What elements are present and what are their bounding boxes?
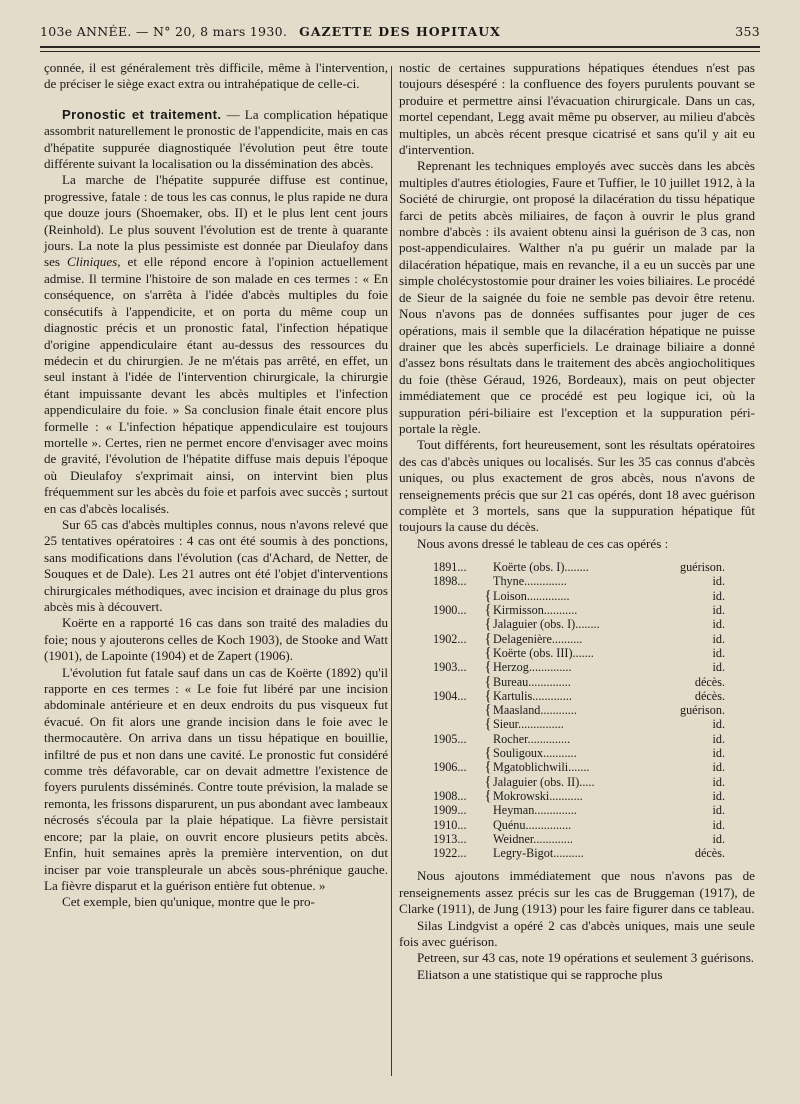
table-cell-result: id. [712, 760, 725, 775]
table-row [433, 646, 725, 660]
table-row [433, 560, 725, 574]
table-row [433, 703, 725, 717]
table-cell-result: décès. [694, 846, 725, 861]
table-cell-name: Herzog.............. [493, 660, 572, 675]
table-cell-brace: { [484, 630, 492, 647]
table-cell-name: Heyman.............. [493, 803, 577, 818]
paragraph: Petreen, sur 43 cas, note 19 opérations et seulement 3 guérisons. [417, 950, 755, 966]
paragraph: Koërte en a rapporté 16 cas dans son traité des maladies du foie; nous y ajouterons celles de Koch 1903), de Stooke and Watt (1901), de Lapointe (1904) et de Zapert (1906). [44, 615, 388, 664]
paragraph-text: — La complication hépatique assombrit naturellement le pronostic de l'appendicite, mais en cas d'hépatite suppurée diagnostiquée l'évolution peut être toute différente suivant la localisation ou la dissémination des abcès. [44, 106, 388, 172]
table-cell-result: id. [712, 645, 725, 660]
table-cell-result: id. [712, 774, 725, 789]
paragraph: L'évolution fut fatale sauf dans un cas de Koërte (1892) qu'il rapporte en ces termes : « Le foie fut libéré par une incision abdominale antérieure et en deux endroits du pus visqueux fut évacué. On fit alors une grande incision dans le foie avec le thermocautère. On arriva dans un tissu hépatique en bouillie, infiltré de pus et non dans une cavité. Le pronostic fut considéré comme très défavorable, car on devait admettre l'existence de foyers purulents disséminés. Contre toute prévision, la malade se remonta, les frissons disparurent, un pus abondant avec lambeaux nécrosés s'écoula par la plaie hépatique. La fièvre persistait encore; par la plaie, on ouvrit encore plusieurs petits abcès. Enfin, huit semaines après la première intervention, on dut inciser par voie transpleurale un abcès sous-phrénique gauche. La fièvre disparut et la guérison entière fut obtenue. » [44, 664, 388, 893]
left-column [44, 60, 388, 911]
table-row [433, 732, 725, 746]
table-cell-name: Koërte (obs. I)........ [493, 560, 589, 575]
table-row [433, 589, 725, 603]
table-cell-brace: { [484, 602, 492, 619]
table-cell-year [433, 703, 483, 717]
table-cell-result: id. [712, 731, 725, 746]
table-cell-brace: { [484, 687, 492, 704]
table-cell-result: guérison. [679, 703, 725, 718]
table-cell-year: 1900... [433, 603, 467, 618]
table-row [433, 832, 725, 846]
table-row [433, 660, 725, 674]
table-cell-year: 1902... [433, 631, 467, 646]
table-cell-brace: { [484, 644, 492, 661]
table-cell-year [433, 617, 483, 631]
table-cell-brace: { [484, 716, 492, 733]
paragraph: Tout différents, fort heureusement, sont les résultats opératoires des cas d'abcès uniques ou localisés. Sur les 35 cas connus d'abcès uniques, ou plus exactement de gros abcès, nous n'avons de renseignements précis que sur 21 cas opérés, dont 18 avec guérison complète et 3 mortels, sans que la suppuration hépatique fût toujours la cause du décès. [399, 437, 755, 535]
table-cell-result: id. [712, 603, 725, 618]
cases-table [433, 560, 725, 860]
table-cell-brace [483, 832, 493, 846]
table-cell-year: 1908... [433, 788, 467, 803]
table-cell-result: id. [712, 574, 725, 589]
table-cell-year: 1898... [433, 574, 467, 589]
table-cell-name: Loison.............. [493, 588, 570, 603]
section-heading: Pronostic et traitement. [62, 106, 222, 122]
table-cell-name: Koërte (obs. III)....... [493, 645, 594, 660]
table-cell-brace [483, 818, 493, 832]
table-cell-brace [483, 846, 493, 860]
paragraph-text: La marche de l'hépatite suppurée diffuse est continue, progressive, fatale : de tous les cas connus, le plus rapide ne dura que douze jours (Shoemaker, obs. II) et le plus lent cent jours (Reinhold). Le plus souvent l'évolution est de trente à quarante jours. La note la plus pessimiste est donnée par Dieulafoy dans ses [44, 172, 388, 270]
table-row [433, 789, 725, 803]
table-cell-result: id. [712, 817, 725, 832]
table-cell-year: 1891... [433, 560, 467, 575]
table-cell-brace [483, 732, 493, 746]
table-row [433, 689, 725, 703]
table-cell-brace: { [484, 702, 492, 719]
table-row [433, 675, 725, 689]
table-row [433, 760, 725, 774]
table-cell-year: 1922... [433, 846, 467, 861]
table-cell-name: Thyne.............. [493, 574, 567, 589]
table-cell-result: id. [712, 803, 725, 818]
table-cell-brace: { [484, 616, 492, 633]
paragraph: Cet exemple, bien qu'unique, montre que le pro- [62, 894, 315, 910]
table-cell-name: Bureau.............. [493, 674, 571, 689]
table-cell-brace: { [484, 759, 492, 776]
table-row [433, 717, 725, 731]
paragraph: Reprenant les techniques employés avec succès dans les abcès multiples d'autres étiologies, Faure et Tuffier, le 10 juillet 1912, à la Société de chirurgie, ont proposé la dilacération du tissu hépatique farci de petits abcès miliaires, de façon à ouvrir le plus grand nombre d'abcès : ils avaient obtenu ainsi la guérison de 3 cas, non post-appendiculaires. Walther n'a pu guérir un malade par la dilacération hépatique, mais en revanche, il a eu un succès par une simple cholécystostomie pour drainer les voies biliaires. Le procédé de Sieur de la saignée du foie ne semble pas devoir être retenu. Nous n'avons pas de données suffisantes pour juger de ces opérations, mais il semble que la dilacération hépatique ne puisse drainer que les abcès superficiels. Le drainage biliaire a donné d'assez bons résultats dans le traitement des abcès angiocholitiques du foie (thèse Géraud, 1926, Bordeaux), mais on peut objecter immédiatement que ce procédé est peu logique ici, où la suppuration péri-biliaire est l'exception et la suppuration péri-portale la règle. [399, 158, 755, 436]
table-cell-year [433, 646, 483, 660]
paragraph-text: , et elle répond encore à l'opinion actuellement admise. Il termine l'histoire de son malade en ces termes : « En conséquence, on s'arrêta à l'idée d'abcès multiples du foie consécutifs à l'appendicite, et on porta du même coup un diagnostic précis et un pronostic fatal, l'infection hépatique d'origine appendiculaire étant au-dessus des ressources du médecin et du chirurgien. Je ne m'étais pas arrêté, en effet, un seul instant à l'idée de l'intervention chirurgicale, la chirurgie étant impuissante devant les abcès multiples et l'infection appendiculaire du foie. » Sa conclusion finale était encore plus formelle : « L'infection hépatique appendiculaire est toujours mortelle ». Certes, rien ne permet encore d'envisager avec moins de gravité, l'évolution de l'hépatite diffuse mais depuis l'époque où Dieulafoy s'exprimait ainsi, on intervint bien plus fréquemment sur les abcès du foie et parfois avec succès ; surtout en cas d'abcès localisés. [44, 254, 388, 516]
table-cell-year: 1910... [433, 817, 467, 832]
table-cell-name: Weidner............. [493, 831, 573, 846]
table-cell-name: Jalaguier (obs. II)..... [493, 774, 595, 789]
table-row [433, 818, 725, 832]
table-row [433, 632, 725, 646]
table-cell-result: id. [712, 788, 725, 803]
paragraph: Sur 65 cas d'abcès multiples connus, nous n'avons relevé que 25 tentatives opératoires : 4 cas ont été soumis à des ponctions, sans modifications dans l'évolution (cas d'Achard, de Netter, de Souques et de Dale). Les 21 autres ont été l'objet d'interventions chirurgicales méthodiques, avec incision et drainage du plus gros abcès mis à découvert. [44, 516, 388, 614]
paragraph: nostic de certaines suppurations hépatiques étendues n'est pas toujours désespéré : la confluence des foyers purulents pouvant se produire et permettre ainsi l'évacuation chirurgicale. Dans un cas, mortel cependant, Legg avait même pu observer, au milieu d'abcès multiples, un abcès récent presque cicatrisé et sans qu'il y ait eu d'intervention. [399, 60, 755, 158]
issue-line: 103e ANNÉE. — N° 20, 8 mars 1930. [40, 24, 288, 39]
table-cell-brace: { [484, 587, 492, 604]
paragraph: Eliatson a une statistique qui se rapproche plus [417, 966, 663, 982]
page-header [40, 20, 760, 46]
table-cell-name: Jalaguier (obs. I)........ [493, 617, 600, 632]
table-cell-brace: { [484, 773, 492, 790]
table-cell-brace: { [484, 673, 492, 690]
table-cell-year: 1909... [433, 803, 467, 818]
table-row [433, 846, 725, 860]
table-cell-name: Souligoux........... [493, 746, 577, 761]
table-cell-result: id. [712, 660, 725, 675]
paragraph [44, 172, 388, 517]
table-cell-result: id. [712, 617, 725, 632]
table-cell-name: Maasland............ [493, 703, 577, 718]
table-cell-year: 1913... [433, 831, 467, 846]
paragraph [44, 107, 388, 173]
table-cell-brace: { [484, 787, 492, 804]
right-column [399, 60, 755, 983]
table-cell-result: guérison. [679, 560, 725, 575]
table-cell-name: Kirmisson........... [493, 603, 578, 618]
table-cell-result: id. [712, 631, 725, 646]
table-cell-year: 1905... [433, 731, 467, 746]
table-cell-name: Sieur............... [493, 717, 564, 732]
table-cell-year: 1904... [433, 688, 467, 703]
table-cell-year [433, 746, 483, 760]
table-cell-year: 1906... [433, 760, 467, 775]
header-rule [40, 46, 760, 48]
table-cell-brace: { [484, 745, 492, 762]
paragraph: çonnée, il est généralement très difficile, même à l'intervention, de préciser le siège exact extra ou intrahépatique de celle-ci. [44, 60, 388, 92]
table-cell-name: Legry-Bigot.......... [493, 846, 584, 861]
table-cell-name: Mokrowski........... [493, 788, 583, 803]
table-row [433, 617, 725, 631]
header-rule-thin [40, 51, 760, 52]
table-cell-result: id. [712, 746, 725, 761]
table-cell-year [433, 675, 483, 689]
table-cell-result: id. [712, 831, 725, 846]
table-row [433, 603, 725, 617]
table-cell-name: Delagenière.......... [493, 631, 583, 646]
journal-title: GAZETTE DES HOPITAUX [299, 24, 501, 39]
table-row [433, 775, 725, 789]
paragraph: Nous ajoutons immédiatement que nous n'avons pas de renseignements assez précis sur les cas de Bruggeman (1917), de Clarke (1911), de Jung (1913) pour les faire figurer dans ce tableau. [399, 868, 755, 917]
table-cell-result: id. [712, 717, 725, 732]
book-title: Cliniques [67, 254, 118, 270]
table-cell-result: décès. [694, 674, 725, 689]
column-separator [391, 66, 392, 1076]
table-cell-name: Rocher.............. [493, 731, 571, 746]
paragraph: Silas Lindgvist a opéré 2 cas d'abcès uniques, mais une seule fois avec guérison. [399, 917, 755, 950]
table-cell-brace [483, 803, 493, 817]
page-number: 353 [735, 24, 760, 39]
table-row [433, 803, 725, 817]
table-cell-year: 1903... [433, 660, 467, 675]
table-cell-name: Mgatoblichwili....... [493, 760, 590, 775]
table-cell-brace [483, 574, 493, 588]
table-cell-brace [483, 560, 493, 574]
table-cell-result: décès. [694, 688, 725, 703]
table-cell-name: Quénu............... [493, 817, 572, 832]
table-cell-year [433, 589, 483, 603]
table-cell-brace: { [484, 659, 492, 676]
paragraph: Nous avons dressé le tableau de ces cas opérés : [417, 535, 669, 551]
table-cell-result: id. [712, 588, 725, 603]
table-row [433, 746, 725, 760]
table-cell-year [433, 717, 483, 731]
table-cell-year [433, 775, 483, 789]
table-cell-name: Kartulis............. [493, 688, 572, 703]
table-row [433, 574, 725, 588]
